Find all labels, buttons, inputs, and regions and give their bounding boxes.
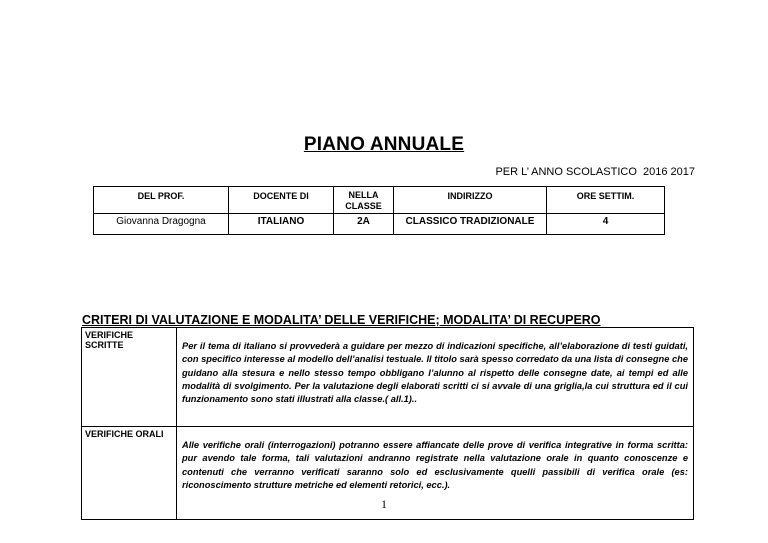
header-indirizzo: INDIRIZZO bbox=[394, 187, 547, 214]
header-del-prof: DEL PROF. bbox=[94, 187, 229, 214]
header-ore-settim: ORE SETTIM. bbox=[547, 187, 665, 214]
text-written-tests: Per il tema di italiano si provvederà a guidare per mezzo di indicazioni specifiche, all’elaborazione di testi guidati, con specifico interesse al modello dell’analisi testuale. Il titolo sarà spesso corredato da una lista di consegne che guidano alla stesura e nello stesso tempo obbligano l’alunno al rispetto delle consegne date, ai tempi ed alle modalità di svolgimento. Per la valutazione degli elaborati scritti ci si avvale di una griglia,la cui struttura ed il cui funzionamento sono stati illustrati alla classe.( all.1).. bbox=[177, 328, 694, 427]
info-value-row bbox=[94, 214, 665, 235]
label-written-tests: VERIFICHE SCRITTE bbox=[82, 328, 177, 427]
criteria-table bbox=[81, 327, 694, 520]
criteria-row-written bbox=[82, 328, 694, 427]
header-docente-di: DOCENTE DI bbox=[229, 187, 334, 214]
value-track: CLASSICO TRADIZIONALE bbox=[394, 214, 547, 235]
text-oral-tests: Alle verifiche orali (interrogazioni) potranno essere affiancate delle prove di verifica integrative in forma scritta: pur avendo tale forma, tali valutazioni andranno registrate nella valutazione orale in quanto conoscenze e contenuti che verranno verificati saranno solo ed esclusivamente quelli passibili di verifica orale (es: riconoscimento strutture metriche ed elementi retorici, ecc.). bbox=[177, 427, 694, 520]
value-class: 2A bbox=[334, 214, 394, 235]
criteria-section-title: CRITERI DI VALUTAZIONE E MODALITA’ DELLE VERIFICHE; MODALITA’ DI RECUPERO bbox=[82, 313, 601, 327]
header-nella-classe: NELLA CLASSE bbox=[334, 187, 394, 214]
info-header-row bbox=[94, 187, 665, 214]
page-number: 1 bbox=[381, 497, 387, 511]
value-subject: ITALIANO bbox=[229, 214, 334, 235]
label-oral-tests: VERIFICHE ORALI bbox=[82, 427, 177, 520]
school-year-subtitle: PER L’ ANNO SCOLASTICO 2016 2017 bbox=[495, 166, 695, 178]
teacher-info-table bbox=[93, 186, 665, 235]
value-teacher-name: Giovanna Dragogna bbox=[94, 214, 229, 235]
value-weekly-hours: 4 bbox=[547, 214, 665, 235]
document-title: PIANO ANNUALE bbox=[303, 134, 465, 155]
